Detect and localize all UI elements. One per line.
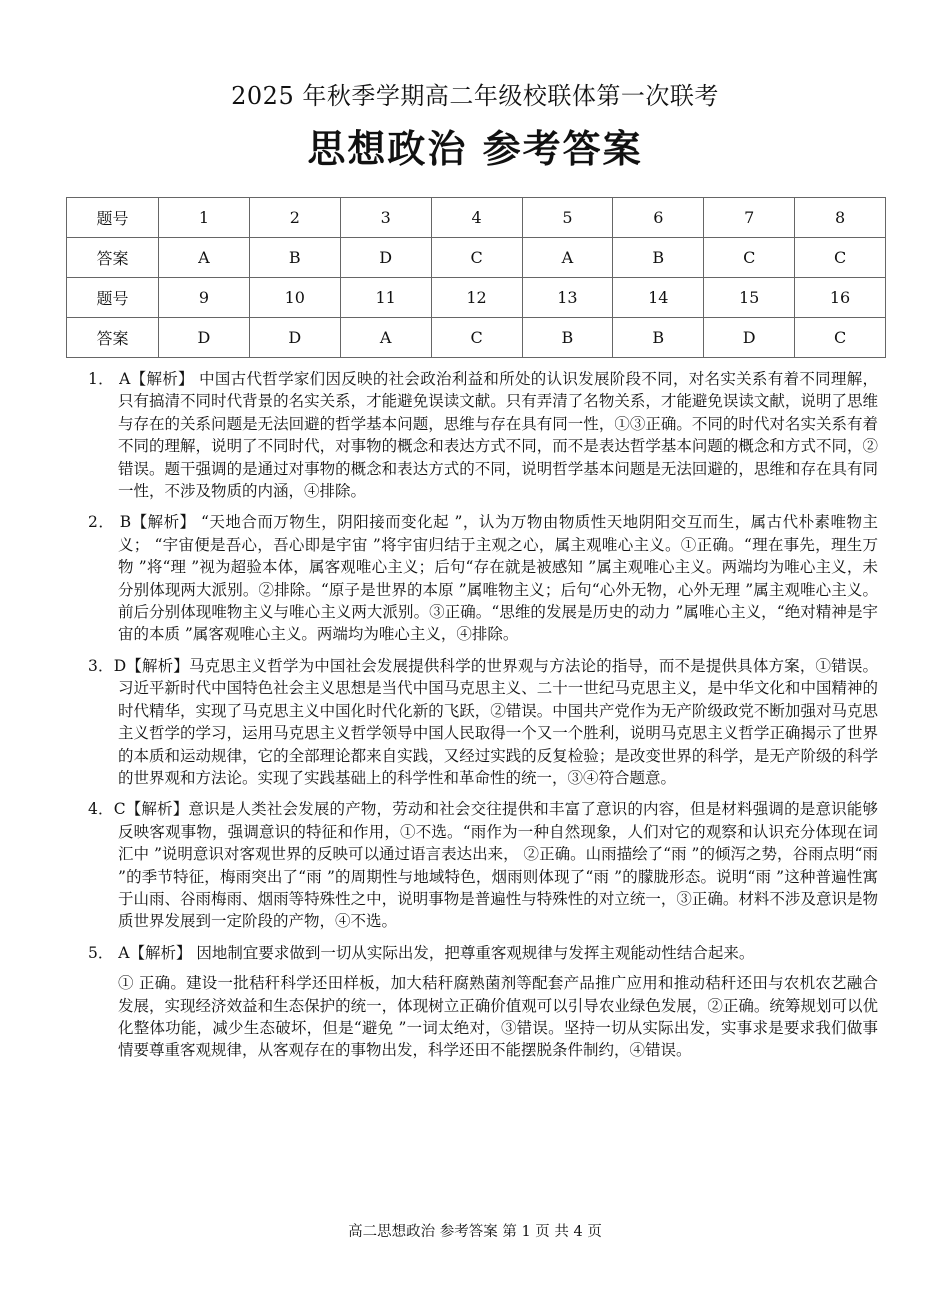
table-cell: D [704, 318, 795, 358]
table-cell: B [613, 238, 704, 278]
row-label: 答案 [67, 238, 159, 278]
table-cell: 15 [704, 278, 795, 318]
explanation-text: 因地制宜要求做到一切从实际出发，把尊重客观规律与发挥主观能动性结合起来。 [196, 943, 755, 962]
table-cell: A [522, 238, 613, 278]
explanation-item [88, 511, 878, 645]
table-cell: C [431, 238, 522, 278]
explanation-item [88, 942, 878, 1062]
explanation-text: “天地合而万物生，阴阳接而变化起 ”，认为万物由物质性天地阴阳交互而生，属古代朴素唯物主义； “宇宙便是吾心，吾心即是宇宙 ”将宇宙归结于主观之心，属主观唯心主义。①正确。“理在事先，理生万物 ”将“理 ”视为超验本体，属客观唯心主义；后句“存在就是被感知 ”属主观唯心主义。两端均为唯心主义，未分别体现两大派别。②排除。“原子是世界的本原 ”属唯物主义；后句“心外无物，心外无理 ”属主观唯心主义。前后分别体现唯物主义与唯心主义两大派别。③正确。“思维的发展是历史的动力 ”属唯心主义，“绝对精神是宇宙的本质 ”属客观唯心主义。两端均为唯心主义，④排除。 [118, 513, 878, 644]
table-cell: C [795, 318, 886, 358]
question-prefix: 2． B【解析】 [88, 513, 196, 532]
table-cell: 2 [249, 198, 340, 238]
explanation-text: 中国古代哲学家们因反映的社会政治利益和所处的认识发展阶段不同，对名实关系有着不同理解，只有搞清不同时代背景的名实关系，才能避免误读文献。只有弄清了名物关系，才能避免误读文献，说明了思维与存在的关系问题是无法回避的哲学基本问题，思维与存在具有同一性，①③正确。不同的时代对名实关系有着不同的理解，说明了不同时代，对事物的概念和表达方式不同，而不是表达哲学基本问题的概念和方式不同，②错误。题干强调的是通过对事物的概念和表达方式的不同，说明哲学基本问题是无法回避的，思维和存在具有同一性，不涉及物质的内涵，④排除。 [118, 370, 879, 501]
table-cell: B [613, 318, 704, 358]
table-cell: 16 [795, 278, 886, 318]
table-cell: 13 [522, 278, 613, 318]
row-label: 答案 [67, 318, 159, 358]
table-cell: A [340, 318, 431, 358]
table-cell: 10 [249, 278, 340, 318]
question-prefix: 4．C【解析】 [88, 800, 189, 819]
table-row [67, 198, 886, 238]
table-row [67, 318, 886, 358]
table-cell: 8 [795, 198, 886, 238]
question-prefix: 5． A【解析】 [88, 943, 192, 962]
table-row [67, 278, 886, 318]
row-label: 题号 [67, 198, 159, 238]
exam-subtitle: 2025 年秋季学期高二年级校联体第一次联考 [231, 82, 719, 110]
question-prefix: 1． A【解析】 [88, 370, 194, 388]
table-cell: D [159, 318, 250, 358]
answer-table [66, 197, 886, 358]
explanations [88, 368, 878, 1071]
explanation-continuation: ① 正确。建设一批秸秆科学还田样板，加大秸秆腐熟菌剂等配套产品推广应用和推动秸秆还田与农机农艺融合发展，实现经济效益和生态保护的统一，体现树立正确价值观可以引导农业绿色发展，②正确。统筹规划可以优化整体功能，减少生态破坏，但是“避免 ”一词太绝对，③错误。坚持一切从实际出发，实事求是要求我们做事情要尊重客观规律，从客观存在的事物出发，科学还田不能摆脱条件制约，④错误。 [118, 974, 878, 1060]
table-cell: 5 [522, 198, 613, 238]
explanation-item [88, 368, 878, 502]
table-cell: B [522, 318, 613, 358]
table-cell: A [159, 238, 250, 278]
table-cell: 6 [613, 198, 704, 238]
table-cell: 11 [340, 278, 431, 318]
explanation-text: 马克思主义哲学为中国社会发展提供科学的世界观与方法论的指导，而不是提供具体方案，①错误。习近平新时代中国特色社会主义思想是当代中国马克思主义、二十一世纪马克思主义，是中华文化和中国精神的时代精华，实现了马克思主义中国化时代化新的飞跃，②错误。中国共产党作为无产阶级政党不断加强对马克思主义哲学的学习，运用马克思主义哲学领导中国人民取得一个又一个胜利，说明马克思主义哲学正确揭示了世界的本质和运动规律，它的全部理论都来自实践，又经过实践的反复检验；是改变世界的科学，是无产阶级的科学的世界观和方法论。实现了实践基础上的科学性和革命性的统一，③④符合题意。 [118, 656, 878, 787]
table-cell: 7 [704, 198, 795, 238]
table-cell: C [795, 238, 886, 278]
table-cell: 3 [340, 198, 431, 238]
table-cell: C [431, 318, 522, 358]
table-cell: B [249, 238, 340, 278]
explanation-item [88, 798, 878, 932]
table-cell: C [704, 238, 795, 278]
table-cell: 9 [159, 278, 250, 318]
table-cell: 14 [613, 278, 704, 318]
page-footer: 高二思想政治 参考答案 第 1 页 共 4 页 [348, 1224, 602, 1240]
table-cell: D [340, 238, 431, 278]
table-cell: D [249, 318, 340, 358]
question-prefix: 3．D【解析】 [88, 656, 189, 675]
page-title: 思想政治 参考答案 [307, 127, 643, 171]
table-cell: 12 [431, 278, 522, 318]
explanation-item [88, 655, 878, 789]
row-label: 题号 [67, 278, 159, 318]
table-row [67, 238, 886, 278]
explanation-text: 意识是人类社会发展的产物，劳动和社会交往提供和丰富了意识的内容，但是材料强调的是意识能够反映客观事物，强调意识的特征和作用，①不选。“雨作为一种自然现象，人们对它的观察和认识充分体现在词汇中 ”说明意识对客观世界的反映可以通过语言表达出来， ②正确。山雨描绘了“雨 ”的倾泻之势，谷雨点明“雨 ”的季节特征，梅雨突出了“雨 ”的周期性与地域特色，烟雨则体现了“雨 ”的朦胧形态。说明“雨 ”这种普遍性寓于山雨、谷雨梅雨、烟雨等特殊性之中，说明事物是普遍性与特殊性的对立统一，③正确。材料不涉及意识是物质世界发展到一定阶段的产物，④不选。 [118, 800, 878, 931]
table-cell: 1 [159, 198, 250, 238]
table-cell: 4 [431, 198, 522, 238]
